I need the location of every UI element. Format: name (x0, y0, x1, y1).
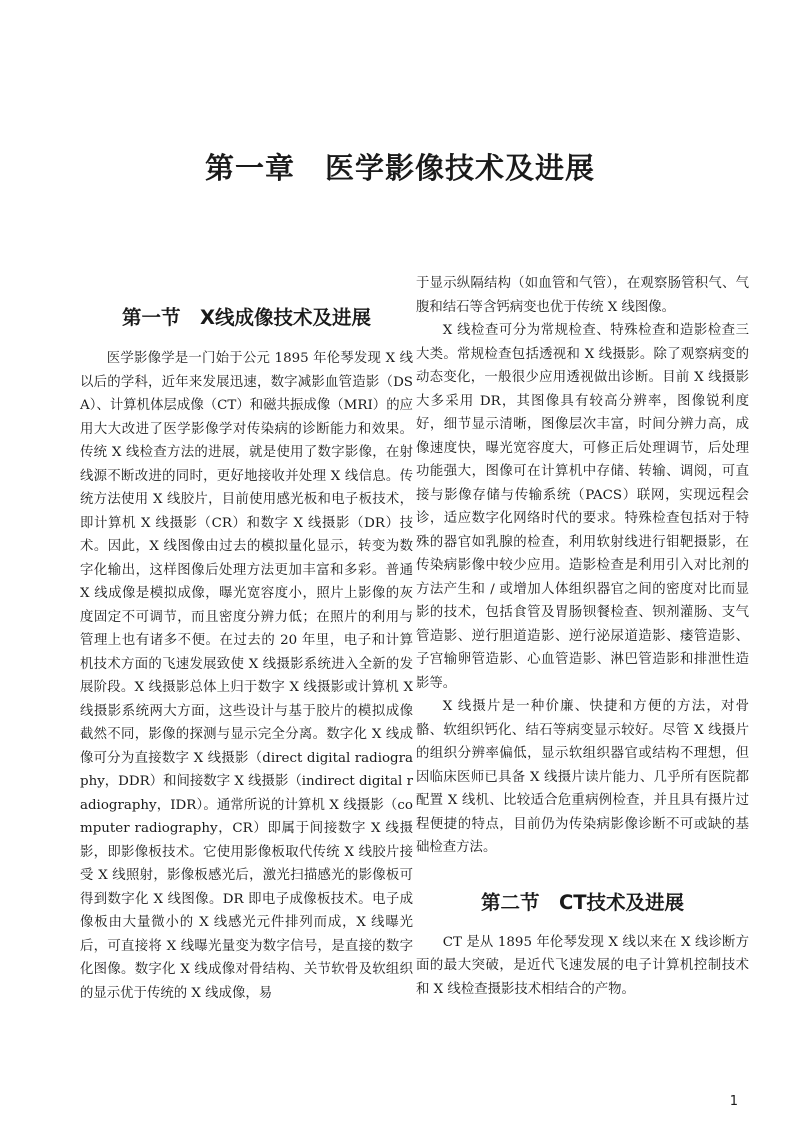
left-column (80, 272, 413, 1005)
chapter-title: 第一章 医学影像技术及进展 (204, 151, 595, 185)
section-1-paragraph-2: X 线检查可分为常规检查、特殊检查和造影检查三大类。常规检查包括透视和 X 线摄影。除了观察病变的动态变化，一般很少应用透视做出诊断。目前 X 线摄影大多采用 DR，其图像具有较高分辨率，图像锐利度好，细节显示清晰，图像层次丰富，时间分辨力高，成像速度快，曝光宽容度大，可修正后处理调节，后处理功能强大，图像可在计算机中存储、转输、调阅，可直接与影像存储与传输系统（PACS）联网，实现远程会诊，适应数字化网络时代的要求。特殊检查包括对于特殊的器官如乳腺的检查，利用软射线进行钼靶摄影，在传染病影像中较少应用。造影检查是利用引入对比剂的方法产生和 / 或增加人体组织器官之间的密度对比而显影的技术，包括食管及胃肠钡餐检查、钡剂灌肠、支气管造影、逆行胆道造影、逆行泌尿道造影、瘘管造影、子宫输卵管造影、心血管造影、淋巴管造影和排泄性造影等。 (416, 323, 749, 691)
section-1-paragraph-1-continued: 于显示纵隔结构（如血管和气管），在观察肠管积气、气腹和结石等含钙病变也优于传统 X 线图像。 (416, 276, 749, 315)
section-2-paragraph-1: CT 是从 1895 年伦琴发现 X 线以来在 X 线诊断方面的最大突破，是近代飞速发展的电子计算机控制技术和 X 线检查摄影技术相结合的产物。 (416, 934, 749, 997)
section-1-paragraph-1: 医学影像学是一门始于公元 1895 年伦琴发现 X 线以后的学科，近年来发展迅速，数字减影血管造影（DSA）、计算机体层成像（CT）和磁共振成像（MRI）的应用大大改进了医学影像学对传染病的诊断能力和效果。传统 X 线检查方法的进展，就是使用了数字影像，在射线源不断改进的同时，更好地接收并处理 X 线信息。传统方法使用 X 线胶片，目前使用感光板和电子板技术，即计算机 X 线摄影（CR）和数字 X 线摄影（DR）技术。因此，X 线图像由过去的模拟量化显示，转变为数字化输出，这样图像后处理方法更加丰富和多彩。普通 X 线成像是模拟成像，曝光宽容度小，照片上影像的灰度固定不可调节，而且密度分辨力低；在照片的利用与管理上也有诸多不便。在过去的 20 年里，电子和计算机技术方面的飞速发展致使 X 线摄影系统进入全新的发展阶段。X 线摄影总体上归于数字 X 线摄影或计算机 X 线摄影系统两大方面，这些设计与基于胶片的模拟成像截然不同，影像的探测与显示完全分离。数字化 X 线成像可分为直接数字 X 线摄影（direct digital radiography，DDR）和间接数字 X 线摄影（indirect digital radiography，IDR）。通常所说的计算机 X 线摄影（computer radiography，CR）即属于间接数字 X 线摄影，即影像板技术。它使用影像板取代传统 X 线胶片接受 X 线照射，影像板感光后，激光扫描感光的影像板可得到数字化 X 线图像。DR 即电子成像板技术。电子成像板由大量微小的 X 线感光元件排列而成，X 线曝光后，可直接将 X 线曝光量变为数字信号，是直接的数字化图像。数字化 X 线成像对骨结构、关节软骨及软组织的显示优于传统的 X 线成像，易 (80, 351, 413, 1001)
page-number: 1 (729, 1094, 738, 1109)
right-column (416, 272, 749, 1001)
section-2-heading: 第二节 CT技术及进展 (480, 890, 685, 914)
section-1-heading: 第一节 X线成像技术及进展 (121, 306, 372, 329)
section-1-paragraph-3: X 线摄片是一种价廉、快捷和方便的方法，对骨骼、软组织钙化、结石等病变显示较好。尽管 X 线摄片的组织分辨率偏低，显示软组织器官或结构不理想，但因临床医师已具备 X 线摄片读片能力、几乎所有医院都配置 X 线机、比较适合危重病例检查，并且具有摄片过程便捷的特点，目前仍为传染病影像诊断不可或缺的基础检查方法。 (416, 699, 749, 855)
